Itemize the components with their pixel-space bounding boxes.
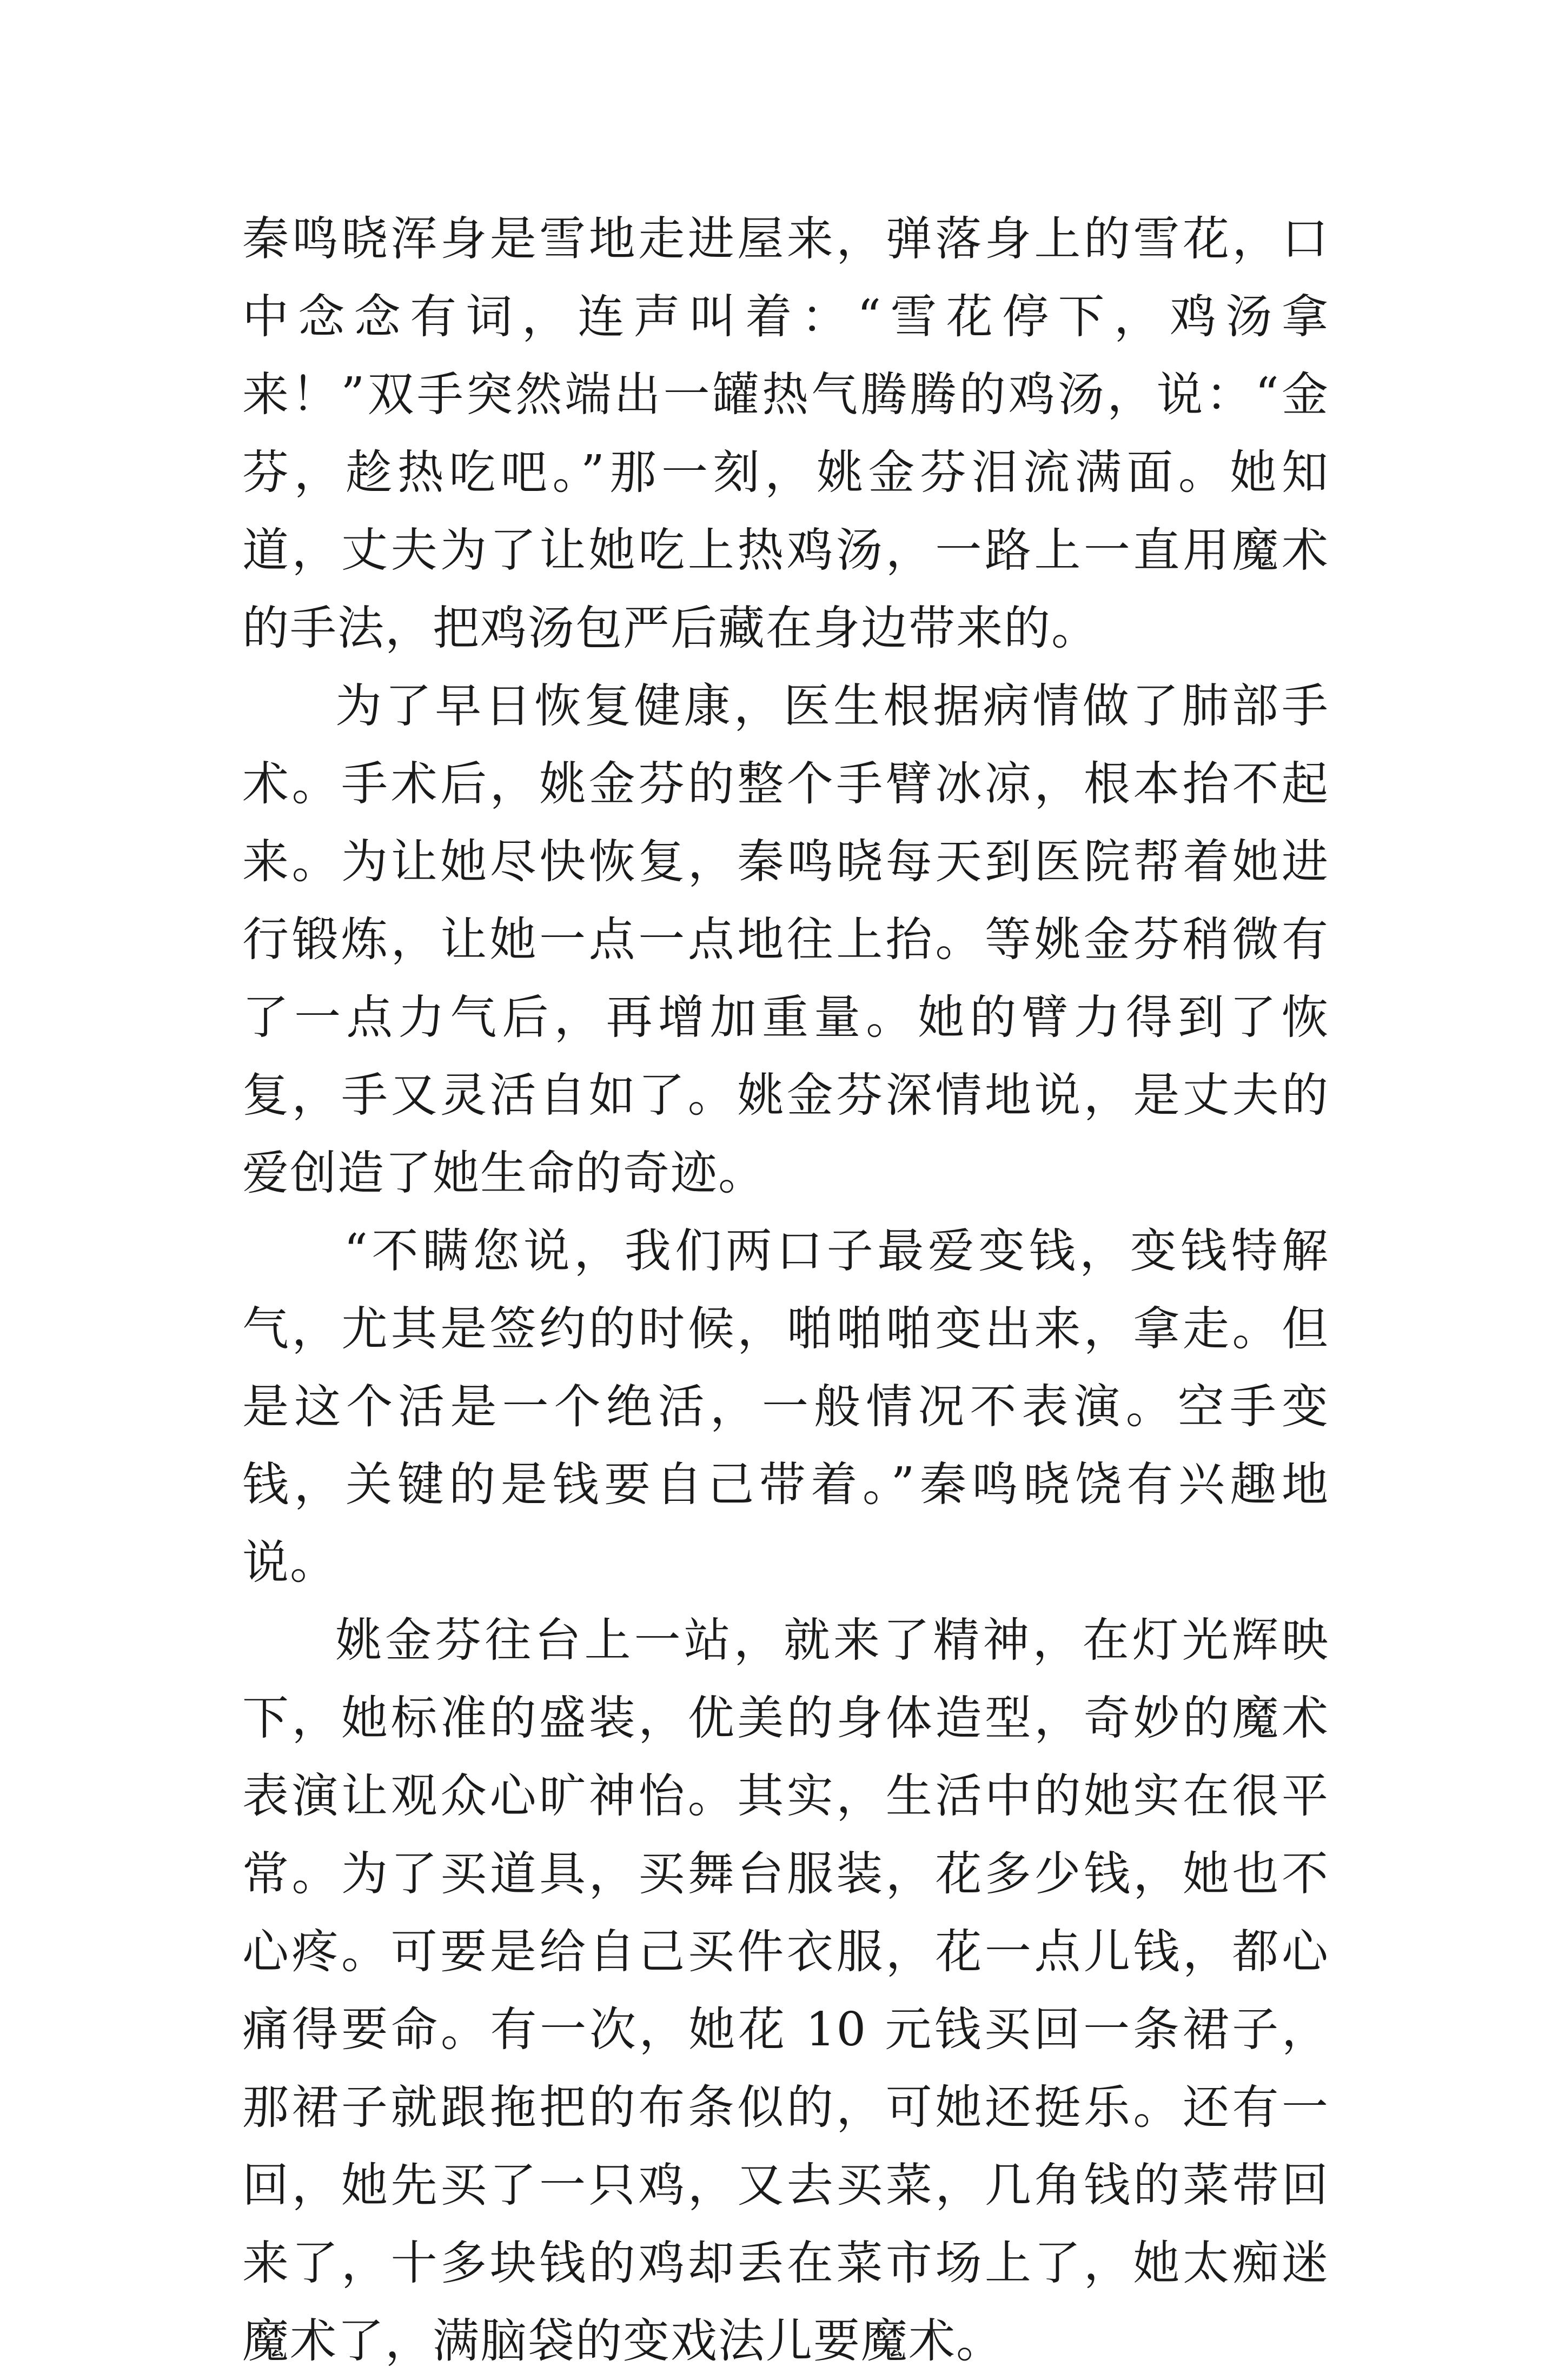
paragraph-3: “不瞒您说，我们两口子最爱变钱，变钱特解气，尤其是签约的时候，啪啪啪变出来，拿走。但是这个活是一个绝活，一般情况不表演。空手变钱，关键的是钱要自己带着。”秦鸣晓饶有兴趣地说。 xyxy=(242,1224,1329,1590)
paragraph-4: 姚金芬往台上一站，就来了精神，在灯光辉映下，她标准的盛装，优美的身体造型，奇妙的魔术表演让观众心旷神怡。其实，生活中的她实在很平常。为了买道具，买舞台服装，花多少钱，她也不心疼。可要是给自己买件衣服，花一点儿钱，都心痛得要命。有一次，她花 10 元钱买回一条裙子，那裙子就跟拖把的布条似的，可她还挺乐。还有一回，她先买了一只鸡，又去买菜，几角钱的菜带回来了，十多块钱的鸡却丢在菜市场上了，她太痴迷魔术了，满脑袋的变戏法儿要魔术。 xyxy=(242,1613,1329,2368)
body-text xyxy=(242,200,1329,2380)
paragraph-1: 秦鸣晓浑身是雪地走进屋来，弹落身上的雪花，口中念念有词，连声叫着：“雪花停下，鸡汤拿来！”双手突然端出一罐热气腾腾的鸡汤，说：“金芬，趁热吃吧。”那一刻，姚金芬泪流满面。她知道，丈夫为了让她吃上热鸡汤，一路上一直用魔术的手法，把鸡汤包严后藏在身边带来的。 xyxy=(242,212,1329,655)
paragraph-2: 为了早日恢复健康，医生根据病情做了肺部手术。手术后，姚金芬的整个手臂冰凉，根本抬不起来。为让她尽快恢复，秦鸣晓每天到医院帮着她进行锻炼，让她一点一点地往上抬。等姚金芬稍微有了一点力气后，再增加重量。她的臂力得到了恢复，手又灵活自如了。姚金芬深情地说，是丈夫的爱创造了她生命的奇迹。 xyxy=(242,679,1329,1200)
